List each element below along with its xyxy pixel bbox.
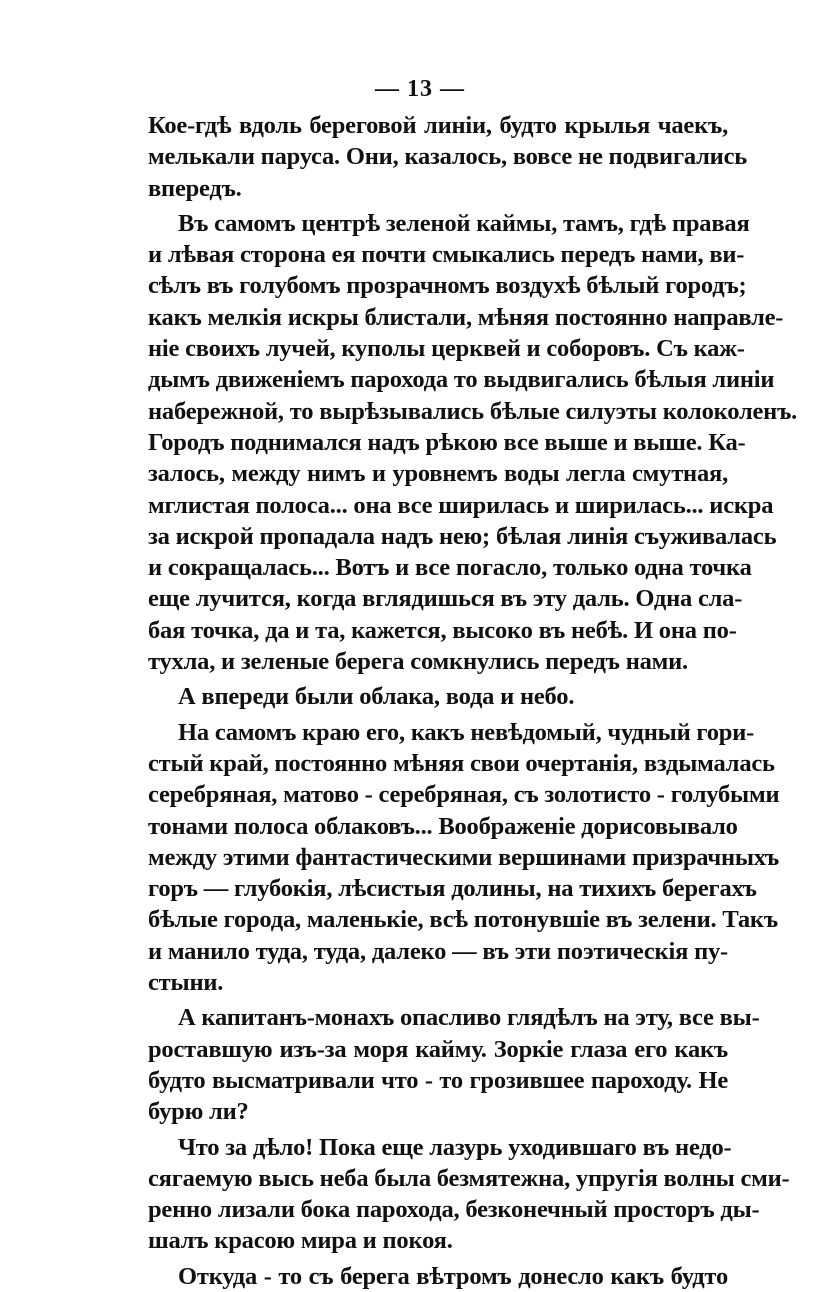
- text-line: бурю ли?: [148, 1098, 249, 1126]
- text-line: тухла, и зеленые берега сомкнулись передъ нами.: [148, 648, 688, 676]
- text-line: набережной, то вырѣзывались бѣлые силуэты колоколенъ.: [148, 397, 798, 425]
- text-line: А впереди были облака, вода и небо.: [178, 683, 575, 711]
- text-line: и манило туда, туда, далеко — въ эти поэтическія пу-: [148, 937, 728, 965]
- text-line: и лѣвая сторона ея почти смыкались передъ нами, ви-: [148, 241, 745, 269]
- page-number: — 13 —: [375, 76, 465, 102]
- text-line: какъ мелкія искры блистали, мѣняя постоянно направле-: [148, 303, 784, 331]
- text-line: между этими фантастическими вершинами призрачныхъ: [148, 843, 780, 871]
- text-line: А капитанъ-монахъ опасливо глядѣлъ на эту, все вы-: [178, 1004, 760, 1032]
- text-line: стый край, постоянно мѣняя свои очертанія, вздымалась: [148, 749, 775, 777]
- text-line: впередъ.: [148, 174, 242, 202]
- text-line: будто высматривали что - то грозившее пароходу. Не: [148, 1066, 728, 1094]
- text-line: Въ самомъ центрѣ зеленой каймы, тамъ, гдѣ правая: [178, 209, 750, 237]
- text-line: дымъ движеніемъ парохода то выдвигались бѣлыя линіи: [148, 366, 775, 394]
- text-line: сѣлъ въ голубомъ прозрачномъ воздухѣ бѣлый городъ;: [148, 272, 747, 300]
- text-line: ренно лизали бока парохода, безконечный просторъ ды-: [148, 1196, 760, 1224]
- text-line: роставшую изъ-за моря кайму. Зоркіе глаза его какъ: [148, 1035, 728, 1063]
- text-line: На самомъ краю его, какъ невѣдомый, чудный гори-: [178, 718, 755, 746]
- text-line: еще лучится, когда вглядишься въ эту даль. Одна сла-: [148, 585, 743, 613]
- text-line: мелькали паруса. Они, казалось, вовсе не подвигались: [148, 143, 748, 171]
- text-line: Что за дѣло! Пока еще лазурь уходившаго въ недо-: [178, 1133, 732, 1161]
- text-line: и сокращалась... Вотъ и все погасло, только одна точка: [148, 554, 752, 582]
- text-line: горъ — глубокія, лѣсистыя долины, на тихихъ берегахъ: [148, 875, 757, 903]
- text-line: сягаемую высь неба была безмятежна, упругія волны сми-: [148, 1164, 790, 1192]
- text-line: ніе своихъ лучей, куполы церквей и соборовъ. Съ каж-: [148, 335, 745, 363]
- text-line: залось, между нимъ и уровнемъ воды легла смутная,: [148, 460, 728, 488]
- text-line: стыни.: [148, 969, 224, 997]
- text-line: шалъ красою мира и покоя.: [148, 1227, 453, 1255]
- body-text: [148, 110, 798, 1292]
- text-line: серебряная, матово - серебряная, съ золотисто - голубыми: [148, 781, 780, 809]
- text-line: Кое-гдѣ вдоль береговой линіи, будто крылья чаекъ,: [148, 112, 728, 139]
- text-line: Откуда - то съ берега вѣтромъ донесло какъ будто: [178, 1262, 728, 1290]
- text-line: Городъ поднимался надъ рѣкою все выше и выше. Ка-: [148, 428, 746, 456]
- text-line: бая точка, да и та, кажется, высоко въ небѣ. И она по-: [148, 616, 737, 644]
- text-line: за искрой пропадала надъ нею; бѣлая линія съуживалась: [148, 522, 777, 550]
- text-line: бѣлые города, маленькіе, всѣ потонувшіе въ зелени. Такъ: [148, 906, 778, 934]
- text-line: тонами полоса облаковъ... Воображеніе дорисовывало: [148, 812, 738, 840]
- text-line: мглистая полоса... она все ширилась и ширилась... искра: [148, 491, 774, 519]
